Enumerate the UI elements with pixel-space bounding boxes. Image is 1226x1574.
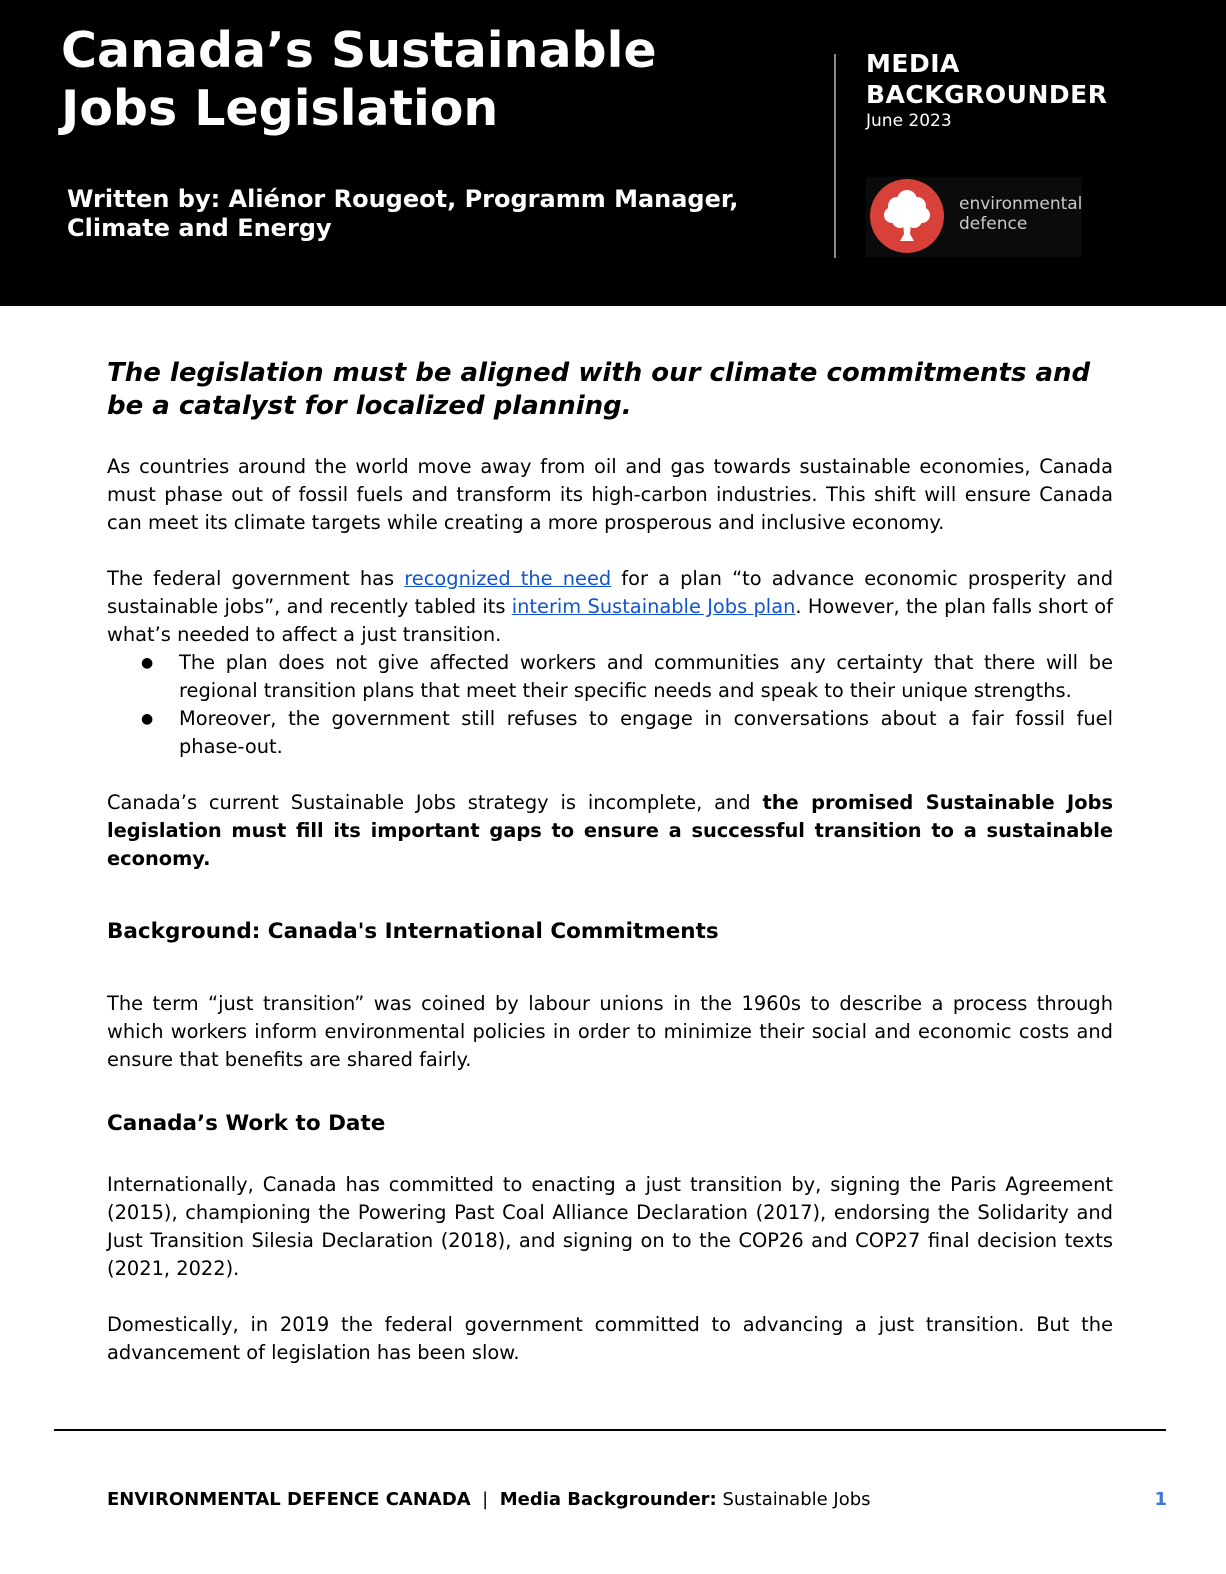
- title-line: Jobs Legislation: [61, 80, 499, 137]
- logo-text-line: defence: [959, 214, 1028, 234]
- logo-text-line: environmental: [959, 194, 1083, 214]
- link-interim-sustainable-jobs-plan[interactable]: interim Sustainable Jobs plan: [511, 595, 796, 618]
- logo-wordmark: [959, 194, 1082, 234]
- logo-circle: [870, 179, 944, 253]
- text-span: The federal government has: [107, 567, 405, 590]
- footer-separator: |: [482, 1489, 489, 1510]
- heading-background: Background: Canada's International Commitments: [107, 919, 719, 944]
- paragraph-intro: As countries around the world move away from oil and gas towards sustainable economies, Canada must phase out of fossil fuels and transform its high-carbon industries. This shift will ensure Canada can meet its climate targets while creating a more prosperous and inclusive economy.: [107, 455, 1113, 534]
- organization-logo: [866, 177, 1082, 257]
- footer-label: Media Backgrounder:: [499, 1489, 717, 1510]
- heading-work-to-date: Canada’s Work to Date: [107, 1111, 386, 1136]
- footer-topic: Sustainable Jobs: [722, 1489, 871, 1510]
- footer-org: ENVIRONMENTAL DEFENCE CANADA: [107, 1489, 471, 1510]
- paragraph-international: Internationally, Canada has committed to enacting a just transition by, signing the Paris Agreement (2015), championing the Powering Past Coal Alliance Declaration (2017), endorsing the Solidarity and Just Transition Silesia Declaration (2018), and signing on to the COP26 and COP27 final decision texts (2021, 2022).: [107, 1173, 1113, 1280]
- bold-statement: the promised Sustainable Jobs legislation must fill its important gaps to ensure a successful transition to a sustainable economy.: [107, 791, 1113, 870]
- author-byline: [67, 185, 807, 243]
- bullet-item: ● Moreover, the government still refuses to engage in conversations about a fair fossil fuel phase-out.: [107, 705, 1113, 761]
- doc-type-line: BACKGROUNDER: [866, 80, 1108, 109]
- header-banner: [0, 0, 1226, 306]
- paragraph-just-transition: The term “just transition” was coined by labour unions in the 1960s to describe a process through which workers inform environmental policies in order to minimize their social and economic costs and ensure that benefits are shared fairly.: [107, 992, 1113, 1071]
- author-line: Climate and Energy: [67, 214, 332, 242]
- text-span: . However, the plan falls short of what’s needed to affect a just transition.: [107, 595, 1113, 646]
- tree-icon: [870, 179, 944, 253]
- title-line: Canada’s Sustainable: [61, 22, 657, 79]
- doc-type-line: MEDIA: [866, 49, 960, 78]
- document-body: [107, 357, 1113, 1367]
- link-recognized-the-need[interactable]: recognized the need: [404, 567, 612, 590]
- page-footer: [107, 1489, 1167, 1511]
- lead-statement: [107, 357, 1113, 423]
- text-span: Canada’s current Sustainable Jobs strategy is incomplete, and: [107, 791, 763, 814]
- page-number: 1: [1154, 1489, 1167, 1510]
- text-span: for a plan “to advance economic prosperity and sustainable jobs”, and recently tabled its: [107, 567, 1113, 618]
- lead-line: be a catalyst for localized planning.: [107, 391, 632, 421]
- document-title: [61, 22, 781, 138]
- bullet-list: [107, 649, 1113, 761]
- paragraph-federal-plan: [107, 565, 1113, 649]
- document-date: June 2023: [866, 111, 952, 131]
- paragraph-strategy: [107, 789, 1113, 873]
- bullet-item: ● The plan does not give affected workers and communities any certainty that there will be regional transition plans that meet their specific needs and speak to their unique strengths.: [107, 649, 1113, 705]
- author-line: Written by: Aliénor Rougeot, Programm Manager,: [67, 185, 739, 213]
- paragraph-domestic: Domestically, in 2019 the federal government committed to advancing a just transition. But the advancement of legislation has been slow.: [107, 1313, 1113, 1364]
- lead-line: The legislation must be aligned with our climate commitments and: [107, 358, 1091, 388]
- vertical-divider: [834, 54, 836, 258]
- document-type: [866, 48, 1196, 110]
- footer-divider: [54, 1429, 1166, 1431]
